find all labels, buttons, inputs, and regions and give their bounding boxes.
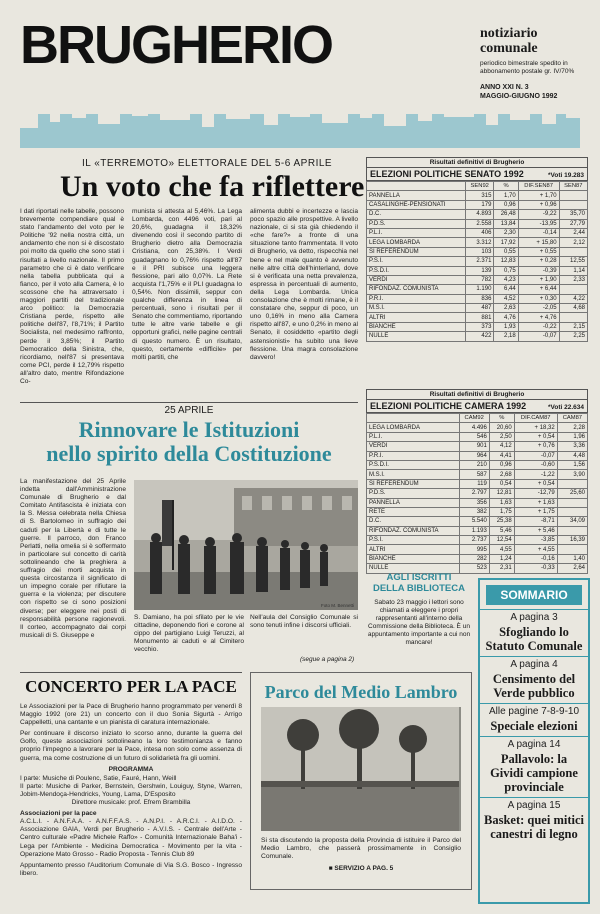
parco-link[interactable]: ■ SERVIZIO A PAG. 5: [328, 865, 394, 873]
party-name: P.L.I.: [367, 228, 466, 237]
biblioteca-title-2: DELLA BIBLIOTECA: [372, 583, 465, 594]
parco-photo: [261, 707, 461, 831]
biblioteca-title-1: AGLI ISCRITTI: [386, 572, 452, 583]
result-cell: + 0,54: [514, 479, 557, 488]
concerto-rule: [20, 672, 242, 673]
table-row: [367, 294, 588, 303]
result-cell: 12,83: [494, 257, 518, 266]
table-row: [367, 228, 588, 237]
result-cell: -3,85: [514, 536, 557, 545]
result-cell: [557, 498, 587, 507]
concerto-assoc-title: Associazioni per la pace: [20, 810, 97, 818]
senato-col-header: DIF.SEN87: [518, 182, 559, 191]
result-cell: 4,68: [559, 304, 587, 313]
table-row: [367, 219, 588, 228]
table-row: [367, 238, 588, 247]
park-illustration: [261, 707, 459, 831]
result-cell: -0,22: [518, 322, 559, 331]
result-cell: 1,63: [489, 498, 514, 507]
result-cell: 2,25: [559, 332, 587, 341]
result-cell: 1,96: [557, 432, 587, 441]
photo-credit: Foto M. Bennetti: [320, 603, 354, 608]
table-row: [367, 210, 588, 219]
result-cell: -0,33: [514, 564, 557, 573]
aprile-column-3: Nell'aula del Consiglio Comunale si sono tenuti infine i discorsi ufficiali.: [250, 614, 358, 630]
sommario-page: Alle pagine 7-8-9-10: [480, 703, 588, 717]
result-cell: -8,71: [514, 517, 557, 526]
party-name: LEGA LOMBARDA: [367, 423, 460, 432]
senato-col-header: SEN87: [559, 182, 587, 191]
result-cell: + 18,32: [514, 423, 557, 432]
table-row: [367, 489, 588, 498]
party-name: PANNELLA: [367, 498, 460, 507]
result-cell: 487: [466, 304, 494, 313]
party-name: D.C.: [367, 517, 460, 526]
result-cell: 587: [459, 470, 489, 479]
result-cell: 2.797: [459, 489, 489, 498]
camera-votes: *Voti 22.634: [547, 404, 584, 411]
concerto-program-2: II parte: Musiche di Parker, Bernstein, Gershwin, Louiguy, Styne, Warren, Jobim-Mendoça-Hendricks, Young, Lama, D'Esposito: [20, 782, 242, 798]
concerto-program-1: I parte: Musiche di Poulenc, Satie, Fauré, Hann, Weill: [20, 774, 177, 782]
result-cell: 1,75: [489, 507, 514, 516]
concerto-assoc: A.C.L.I. - A.N.F.A.A. - A.N.F.F.A.S. - A.N.P.I. - A.R.C.I. - A.I.D.O. - Associazione GAIA, Verdi per Brugherio - A.V.I.S. - Centrale dell'Arte - Centro culturale «Padre Michele Raffo» - Comunità Internazionale Baha'i - Lega per l'Ambiente - Medicina Democratica - Movimento per la vita - Operazione Mato Grosso - Radio Proposta - Tennis Club 89: [20, 818, 242, 858]
table-row: [367, 554, 588, 563]
aprile-kicker: 25 APRILE: [164, 405, 214, 416]
lead-column-1: I dati riportati nelle tabelle, possono brevemente compendiare qual è stato l'andamento del voto per le Politiche '92 nella nostra città, un andamento che non si è discostato poi molto da quello che sono stati i risultati a livello nazionale. Il primo parametro che ci è dato verificare nella tabella pubblicata qui a fianco, per il voto alla Camera, è lo scossone che ha attraversato i maggiori partiti del tradizionale arco politico: la Democrazia Cristiana perde, rispetto alle politiche dell'87, l'8,71%; il Partito Socialista, nel medesimo raffronto, perde il 3,85%; il Partito Democratico della Sinistra, che, ricordiamo, nell'87 si presentava come PCI, perde il 12,79% rispetto all'altro dato, mentre Rifondazione Co-: [20, 208, 124, 385]
result-cell: 836: [466, 294, 494, 303]
result-cell: 20,60: [489, 423, 514, 432]
result-cell: + 15,80: [518, 238, 559, 247]
result-cell: 2,18: [494, 332, 518, 341]
result-cell: + 0,55: [518, 247, 559, 256]
result-cell: 4.496: [459, 423, 489, 432]
table-row: [367, 285, 588, 294]
party-name: BIANCHE: [367, 554, 460, 563]
result-cell: + 1,63: [514, 498, 557, 507]
camera-col-header: [367, 414, 460, 423]
aprile-photo: [134, 480, 358, 610]
table-row: [367, 470, 588, 479]
result-cell: 2,63: [494, 304, 518, 313]
result-cell: 35,70: [559, 210, 587, 219]
result-cell: 1.190: [466, 285, 494, 294]
result-cell: [559, 247, 587, 256]
table-row: [367, 304, 588, 313]
table-row: [367, 498, 588, 507]
aprile-headline-line-1: Rinnovare le Istituzioni: [78, 417, 300, 442]
result-cell: 2,15: [559, 322, 587, 331]
sommario-list: [480, 609, 588, 841]
result-cell: + 0,96: [518, 200, 559, 209]
result-cell: -0,16: [514, 554, 557, 563]
result-cell: 12,81: [489, 489, 514, 498]
result-cell: 1,14: [559, 266, 587, 275]
concerto-director: Direttore musicale: prof. Efrem Brambilla: [71, 799, 191, 807]
result-cell: -0,07: [514, 451, 557, 460]
result-cell: 4,48: [557, 451, 587, 460]
result-cell: 2,64: [557, 564, 587, 573]
issue-date: MAGGIO-GIUGNO 1992: [480, 92, 558, 100]
camera-table: [366, 413, 588, 574]
result-cell: + 1,70: [518, 191, 559, 200]
concerto-body: [20, 703, 242, 908]
result-cell: 3,90: [557, 470, 587, 479]
party-name: CASALINGHE-PENSIONATI: [367, 200, 466, 209]
party-name: P.R.I.: [367, 294, 466, 303]
party-name: M.S.I.: [367, 470, 460, 479]
table-row: [367, 266, 588, 275]
result-cell: 964: [459, 451, 489, 460]
party-name: P.S.D.I.: [367, 460, 460, 469]
party-name: SI REFERENDUM: [367, 247, 466, 256]
masthead-tagline: periodico bimestrale spedito in abbonamento postale gr. IV/70%: [480, 60, 575, 75]
sommario-page: A pagina 4: [480, 656, 588, 670]
sommario-page: A pagina 14: [480, 736, 588, 750]
result-cell: 27,79: [559, 219, 587, 228]
table-row: [367, 322, 588, 331]
result-cell: [557, 479, 587, 488]
result-cell: [557, 545, 587, 554]
result-cell: + 4,76: [518, 313, 559, 322]
result-cell: 3,36: [557, 442, 587, 451]
senato-table: [366, 181, 588, 342]
result-cell: + 0,76: [514, 442, 557, 451]
aprile-column-1: La manifestazione del 25 Aprile indetta dall'Amministrazione Comunale di Brugherio e dal Comitato Antifascista è iniziata con la S. Messa celebrata nella Chiesa di S. Bartolomeo in suffragio dei caduti per la Libertà e di tutte le guerre. Il parroco, don Franco Perlatti, nella omelia si è soffermato in particolare sul concetto di carità sottolineando che la preghiera a suffragio dei morti acquista in questa circostanza il significato di un impegno corale per rifiutare la guerra e la violenza; per discutere con rispetto se ci sono posizioni diverse; per eleggere nei posti di responsabilità persone ragionevoli. Il corteo, accompagnato dai corpi musicali di S. Giuseppe e: [20, 478, 126, 639]
senato-header: [366, 167, 588, 181]
result-cell: 1.193: [459, 526, 489, 535]
result-cell: 25,60: [557, 489, 587, 498]
result-cell: 4,52: [494, 294, 518, 303]
aprile-headline-line-2: nello spirito della Costituzione: [46, 441, 332, 466]
table-row: [367, 247, 588, 256]
masthead-issue: [480, 84, 557, 101]
result-cell: 2,33: [559, 275, 587, 284]
camera-title: ELEZIONI POLITICHE CAMERA 1992: [370, 401, 527, 411]
result-cell: 210: [459, 460, 489, 469]
result-cell: 315: [466, 191, 494, 200]
table-row: [367, 191, 588, 200]
result-cell: 782: [466, 275, 494, 284]
result-cell: -2,05: [518, 304, 559, 313]
concerto-headline: CONCERTO PER LA PACE: [25, 677, 237, 696]
result-cell: -1,22: [514, 470, 557, 479]
result-cell: 523: [459, 564, 489, 573]
result-cell: 4,22: [559, 294, 587, 303]
party-name: PANNELLA: [367, 191, 466, 200]
section-divider: [20, 402, 358, 403]
party-name: P.D.S.: [367, 219, 466, 228]
party-name: NULLE: [367, 564, 460, 573]
result-cell: 5.540: [459, 517, 489, 526]
result-cell: -9,22: [518, 210, 559, 219]
senato-title: ELEZIONI POLITICHE SENATO 1992: [370, 169, 524, 179]
party-name: RIFONDAZ. COMUNISTA: [367, 526, 460, 535]
party-name: P.S.D.I.: [367, 266, 466, 275]
lead-column-3: alimenta dubbi e incertezze e lascia poco spazio alle prospettive. A livello nazionale, ci si sta già chiedendo il «che fare?» a fronte di una situazione tanto frammentata. Il voto di Brugherio, va detto, rispecchia nel bene e nel male quanto è avvenuto nelle altre città dell'hinterland, dove si è verificata una netta prevalenza, espressa in percentuali di aumento, della Lega Lombarda. Unica consolazione che è molti rimane, è il constatare che, seppur di poco, un uno 0,16% in meno alla Camera rispetto all'87, e uno 0,2% in meno al Senato, il cosiddetto «partito degli astensionisti» ha subito una lieve flessione. Una magra consolazione davvero!: [250, 208, 358, 361]
result-cell: 12,54: [489, 536, 514, 545]
senato-votes: *Voti 19.283: [547, 172, 584, 179]
result-cell: 0,54: [489, 479, 514, 488]
table-row: [367, 451, 588, 460]
result-cell: 0,55: [494, 247, 518, 256]
result-cell: 2.371: [466, 257, 494, 266]
result-cell: 12,55: [559, 257, 587, 266]
result-cell: 4,23: [494, 275, 518, 284]
result-cell: 4,41: [489, 451, 514, 460]
result-cell: 13,84: [494, 219, 518, 228]
party-name: P.D.S.: [367, 489, 460, 498]
sommario-page: A pagina 3: [480, 609, 588, 623]
result-cell: + 0,30: [518, 294, 559, 303]
table-row: [367, 275, 588, 284]
concerto-p2: Per continuare il discorso iniziato lo scorso anno, durante la guerra del Golfo, queste associazioni sottolineano la loro testimonianza e fanno proprio l'impegno a lavorare per la Pace, intesa non solo come assenza di guerra, ma come costruzione di un futuro di solidarietà fra gli uomini.: [20, 730, 242, 762]
result-cell: 2,30: [494, 228, 518, 237]
result-cell: 422: [466, 332, 494, 341]
party-name: LEGA LOMBARDA: [367, 238, 466, 247]
result-cell: [559, 285, 587, 294]
parco-headline: Parco del Medio Lambro: [264, 682, 458, 702]
party-name: BIANCHE: [367, 322, 466, 331]
table-row: [367, 313, 588, 322]
result-cell: 4,12: [489, 442, 514, 451]
party-name: VERDI: [367, 442, 460, 451]
senato-results: [366, 157, 588, 342]
senato-col-header: [367, 182, 466, 191]
senato-col-header: %: [494, 182, 518, 191]
result-cell: 2,28: [557, 423, 587, 432]
result-cell: 373: [466, 322, 494, 331]
issue-number: ANNO XXI N. 3: [480, 84, 529, 91]
lead-headline: Un voto che fa riflettere: [60, 170, 365, 203]
table-row: [367, 460, 588, 469]
result-cell: 4.893: [466, 210, 494, 219]
concerto-program-title: PROGRAMMA: [108, 765, 154, 773]
sommario-item[interactable]: Basket: quei mitici canestri di legno: [484, 813, 584, 841]
biblioteca-body: Sabato 23 maggio i lettori sono chiamati a eleggere i propri rappresentanti all'interno della Commissione della Biblioteca. È un appuntamento importante a cui non mancare!: [367, 599, 471, 646]
result-cell: 2.558: [466, 219, 494, 228]
table-row: [367, 332, 588, 341]
party-name: M.S.I.: [367, 304, 466, 313]
aprile-headline: [20, 418, 358, 466]
result-cell: 1,40: [557, 554, 587, 563]
table-row: [367, 200, 588, 209]
party-name: ALTRI: [367, 313, 466, 322]
result-cell: 179: [466, 200, 494, 209]
result-cell: 2,50: [489, 432, 514, 441]
senato-col-header: SEN92: [466, 182, 494, 191]
table-row: [367, 517, 588, 526]
result-cell: + 6,44: [518, 285, 559, 294]
result-cell: + 0,28: [518, 257, 559, 266]
masthead-title: BRUGHERIO: [20, 15, 333, 75]
lead-kicker: IL «TERREMOTO» ELETTORALE DEL 5-6 APRILE: [82, 158, 333, 169]
result-cell: -0,14: [518, 228, 559, 237]
result-cell: 34,09: [557, 517, 587, 526]
result-cell: 2,31: [489, 564, 514, 573]
sommario-box: [478, 578, 590, 904]
party-name: P.L.I.: [367, 432, 460, 441]
sommario-item[interactable]: Sfogliando lo Statuto Comunale: [485, 625, 583, 653]
result-cell: 26,48: [494, 210, 518, 219]
result-cell: 139: [466, 266, 494, 275]
result-cell: 2,12: [559, 238, 587, 247]
result-cell: -0,07: [518, 332, 559, 341]
party-name: P.S.I.: [367, 536, 460, 545]
result-cell: 1,24: [489, 554, 514, 563]
concerto-p1: Le Associazioni per la Pace di Brugherio hanno programmato per venerdì 8 Maggio 1992 (ore 21) un concerto con il duo Sonia Sigurtà - Arrigo Cappelletti, una cantante e un pianista di caratura internazionale.: [20, 703, 242, 727]
result-cell: 901: [459, 442, 489, 451]
skyline-banner: [20, 100, 580, 148]
result-cell: 2.737: [459, 536, 489, 545]
camera-col-header: DIF.CAM87: [514, 414, 557, 423]
senato-caption: Risultati definitivi di Brugherio: [366, 157, 588, 167]
result-cell: 2,68: [489, 470, 514, 479]
party-name: VERDI: [367, 275, 466, 284]
result-cell: [557, 507, 587, 516]
result-cell: 356: [459, 498, 489, 507]
result-cell: [559, 313, 587, 322]
party-name: D.C.: [367, 210, 466, 219]
table-row: [367, 507, 588, 516]
result-cell: [559, 191, 587, 200]
lead-column-2: munista si attesta al 5,46%. La Lega Lombarda, con 4496 voti, pari al 20,6%, guadagna il 18,32% divenendo così il secondo partito di Brugherio dietro alla Democrazia Cristiana, con 25,38%. I Verdi guadagnano lo 0,76% rispetto all'87 e il PRI subisce una leggera flessione, pari allo 0,07%. La Rete acquista l'1,75% e il PLI guadagna lo 0,54%. Non dissimili, seppur con qualche differenza in linea di percentuali, sono i risultati per il Senato che commentiamo, riportando tutte le altre varie tabelle e gli opportuni grafici, nelle pagine centrali di questo numero. È un risultato, questo, certamente «difficile» per molti partiti, che: [132, 208, 242, 361]
result-cell: 0,96: [494, 200, 518, 209]
camera-col-header: %: [489, 414, 514, 423]
parade-illustration: [134, 480, 358, 610]
result-cell: 5,46: [489, 526, 514, 535]
party-name: RETE: [367, 507, 460, 516]
party-name: SI REFERENDUM: [367, 479, 460, 488]
result-cell: 1,93: [494, 322, 518, 331]
result-cell: 546: [459, 432, 489, 441]
camera-col-header: CAM92: [459, 414, 489, 423]
party-name: NULLE: [367, 332, 466, 341]
camera-col-header: CAM87: [557, 414, 587, 423]
result-cell: 282: [459, 554, 489, 563]
table-row: [367, 545, 588, 554]
parco-body: Si sta discutendo la proposta della Provincia di istituire il Parco del Medio Lambro, che passerà prossimamente in Consiglio Comunale.: [261, 837, 461, 861]
result-cell: 6,44: [494, 285, 518, 294]
result-cell: 1,70: [494, 191, 518, 200]
concerto-appointment: Appuntamento presso l'Auditorium Comunale di Via S.G. Bosco - Ingresso libero.: [20, 861, 242, 877]
parco-box: [250, 672, 472, 890]
result-cell: 406: [466, 228, 494, 237]
result-cell: 103: [466, 247, 494, 256]
sommario-item[interactable]: Censimento del Verde pubblico: [492, 672, 576, 700]
table-row: [367, 536, 588, 545]
sommario-page: A pagina 15: [480, 797, 588, 811]
aprile-column-2: S. Damiano, ha poi sfilato per le vie cittadine, deponendo fiori e corone al cippo del partigiano Luigi Teruzzi, al Monumento ai caduti e al Cimitero vecchio.: [134, 614, 244, 654]
table-row: [367, 423, 588, 432]
table-row: [367, 257, 588, 266]
result-cell: + 0,54: [514, 432, 557, 441]
result-cell: 17,92: [494, 238, 518, 247]
party-name: RIFONDAZ. COMUNISTA: [367, 285, 466, 294]
result-cell: 16,39: [557, 536, 587, 545]
party-name: ALTRI: [367, 545, 460, 554]
result-cell: 0,75: [494, 266, 518, 275]
masthead-subtitle: notiziario comunale: [480, 26, 538, 56]
sommario-item[interactable]: Speciale elezioni: [490, 719, 578, 733]
result-cell: -0,60: [514, 460, 557, 469]
result-cell: + 1,90: [518, 275, 559, 284]
result-cell: 2,44: [559, 228, 587, 237]
party-name: P.S.I.: [367, 257, 466, 266]
sommario-item[interactable]: Pallavolo: la Gividi campione provinciale: [490, 752, 578, 794]
result-cell: 4,76: [494, 313, 518, 322]
table-row: [367, 442, 588, 451]
result-cell: [557, 526, 587, 535]
result-cell: -0,39: [518, 266, 559, 275]
result-cell: 382: [459, 507, 489, 516]
result-cell: 881: [466, 313, 494, 322]
result-cell: [559, 200, 587, 209]
result-cell: + 1,75: [514, 507, 557, 516]
party-name: P.R.I.: [367, 451, 460, 460]
result-cell: 0,96: [489, 460, 514, 469]
result-cell: + 4,55: [514, 545, 557, 554]
result-cell: 1,56: [557, 460, 587, 469]
result-cell: 4,55: [489, 545, 514, 554]
camera-results: [366, 389, 588, 574]
result-cell: 119: [459, 479, 489, 488]
continues-link[interactable]: (segue a pagina 2): [300, 656, 355, 663]
sommario-title: SOMMARIO: [486, 585, 582, 605]
result-cell: 3.312: [466, 238, 494, 247]
result-cell: + 5,46: [514, 526, 557, 535]
result-cell: 995: [459, 545, 489, 554]
table-row: [367, 479, 588, 488]
table-row: [367, 526, 588, 535]
result-cell: 25,38: [489, 517, 514, 526]
camera-caption: Risultati definitivi di Brugherio: [366, 389, 588, 399]
biblioteca-notice: [366, 572, 472, 647]
result-cell: -13,95: [518, 219, 559, 228]
result-cell: -12,79: [514, 489, 557, 498]
table-row: [367, 432, 588, 441]
camera-header: [366, 399, 588, 413]
